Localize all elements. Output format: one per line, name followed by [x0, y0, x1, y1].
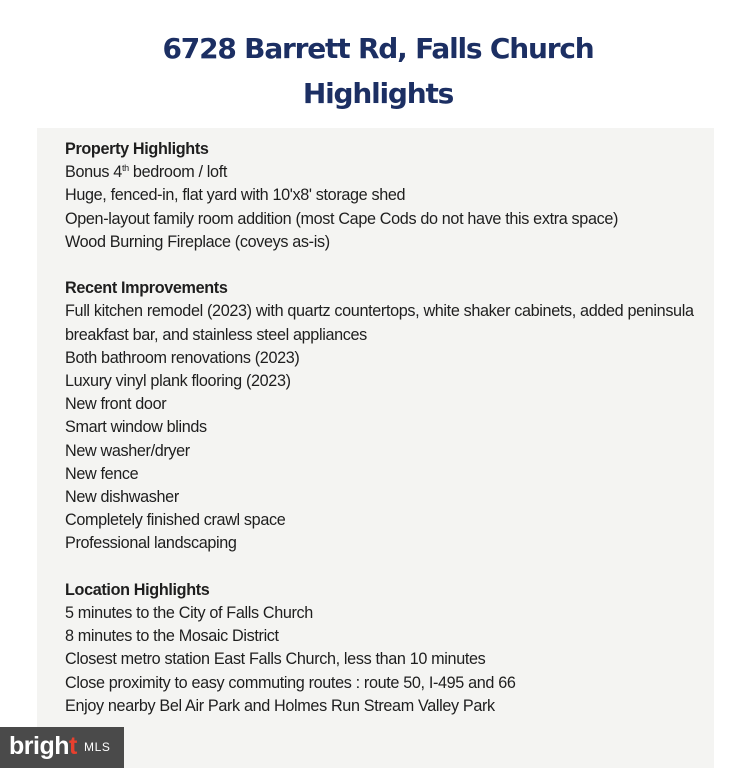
bright-mls-logo	[0, 727, 124, 768]
property-item-bonus	[65, 161, 705, 184]
property-item: Wood Burning Fireplace (coveys as-is)	[65, 232, 330, 251]
improvement-item: New front door	[65, 395, 167, 414]
location-item: Closest metro station East Falls Church, less than 10 minutes	[65, 650, 486, 669]
bonus-text-rest: bedroom / loft	[128, 163, 227, 182]
page-title	[0, 26, 756, 116]
location-item: Enjoy nearby Bel Air Park and Holmes Run Stream Valley Park	[65, 696, 495, 715]
logo-mls: MLS	[84, 740, 111, 754]
bonus-superscript: th	[121, 163, 129, 174]
property-highlights-heading: Property Highlights	[65, 140, 209, 158]
property-item: Open-layout family room addition (most Cape Cods do not have this extra space)	[65, 209, 619, 228]
location-item: 8 minutes to the Mosaic District	[65, 627, 279, 646]
improvement-item: Smart window blinds	[65, 418, 207, 437]
logo-brand-accent: t	[69, 732, 77, 760]
improvement-item: Luxury vinyl plank flooring (2023)	[65, 372, 291, 391]
improvement-item: New fence	[65, 464, 139, 483]
improvement-item: New dishwasher	[65, 488, 179, 507]
logo-brand-text: brigh	[9, 732, 69, 760]
title-address: 6728 Barrett Rd, Falls Church	[162, 32, 594, 65]
bonus-text: Bonus 4	[65, 163, 122, 182]
highlights-content	[65, 138, 705, 718]
section-gap	[65, 254, 705, 277]
recent-improvements-heading: Recent Improvements	[65, 279, 228, 298]
improvement-item: Professional landscaping	[65, 534, 237, 553]
location-item: 5 minutes to the City of Falls Church	[65, 604, 313, 623]
location-highlights-heading: Location Highlights	[65, 580, 210, 599]
improvement-item: New washer/dryer	[65, 441, 190, 460]
property-item: Huge, fenced-in, flat yard with 10'x8' storage shed	[65, 186, 406, 205]
location-item: Close proximity to easy commuting routes : route 50, I-495 and 66	[65, 673, 516, 692]
section-gap	[65, 556, 705, 579]
title-highlights: Highlights	[302, 77, 454, 110]
improvement-item: Both bathroom renovations (2023)	[65, 348, 300, 367]
logo-brand	[9, 731, 77, 761]
improvement-item: Completely finished crawl space	[65, 511, 286, 530]
improvement-item: Full kitchen remodel (2023) with quartz countertops, white shaker cabinets, added peninsula breakfast bar, and stainless steel appliances	[65, 302, 694, 344]
